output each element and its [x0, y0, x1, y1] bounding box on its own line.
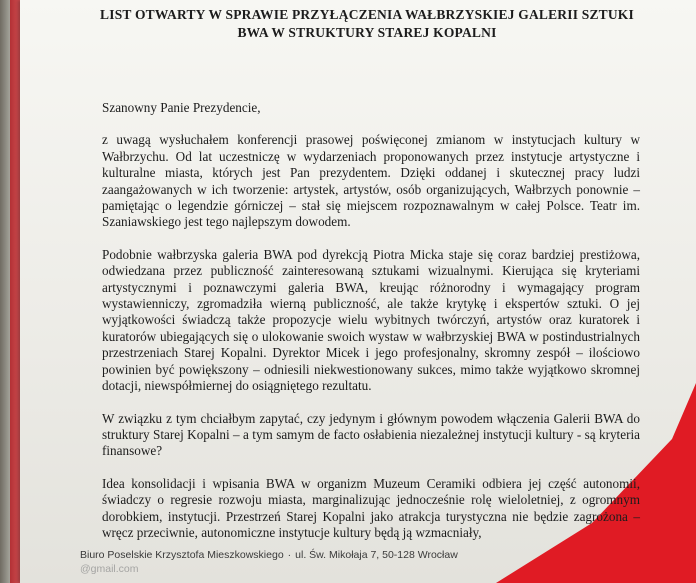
- title-line-2: BWA W STRUKTURY STAREJ KOPALNI: [237, 25, 497, 40]
- letter-footer: [80, 548, 640, 576]
- footer-separator: ·: [287, 549, 292, 561]
- letter-title: [94, 6, 640, 42]
- footer-email: @gmail.com: [80, 563, 139, 575]
- paragraph-2: Podobnie wałbrzyska galeria BWA pod dyrekcją Piotra Micka staje się coraz bardziej prestiżowa, odwiedzana przez publiczność zainteresowaną sztukami wizualnymi. Kierująca się kryteriami artystycznymi i poznawczymi galeria BWA, kreując różnorodny i wymagający program wystawienniczy, zgromadziła wierną publiczność, ale także krytykę i ekspertów sztuki. O jej wyjątkowości świadczą także propozycje wielu wybitnych twórczyń, artystów oraz kuratorek i kuratorów ubiegających się o ulokowanie swoich wystaw w wałbrzyskiej BWA w postindustrialnych przestrzeniach Starej Kopalni. Dyrektor Micek i jego profesjonalny, skromny zespół – ilościowo powinien być powiększony – odniesili niekwestionowany sukces, mimo także wyjątkowo skromnej dotacji, niewspółmiernej do osiągniętego rezultatu.: [102, 246, 640, 394]
- paragraph-4: Idea konsolidacji i wpisania BWA w organizm Muzeum Ceramiki odbiera jej część autonomii, świadczy o regresie rozwoju miasta, marginalizując jednocześnie rolę wieloletniej, z ogromnym dorobkiem, instytucji. Przestrzeń Starej Kopalni jako atrakcja turystyczna nie będzie zagrożona – wręcz przeciwnie, autonomiczne instytucje kultury będą ją wzmacniały,: [102, 475, 640, 540]
- footer-address: ul. Św. Mikołaja 7, 50-128 Wrocław: [295, 549, 458, 561]
- footer-office: Biuro Poselskie Krzysztofa Mieszkowskiego: [80, 549, 284, 561]
- salutation: Szanowny Panie Prezydencie,: [102, 100, 261, 115]
- paragraph-1: z uwagą wysłuchałem konferencji prasowej poświęconej zmianom w instytucjach kultury w Wałbrzychu. Od lat uczestniczę w wydarzeniach proponowanych przez instytucje artystyczne i kulturalne miasta, których jest Pan prezydentem. Dzięki oddanej i skutecznej pracy ludzi zaangażowanych w ich tworzenie: artystek, artystów, osób organizujących, Wałbrzych ponownie – pamiętając o legendzie górniczej – stał się miejscem rozpoznawalnym w całej Polsce. Teatr im. Szaniawskiego jest tego najlepszym dowodem.: [102, 132, 640, 230]
- letter-body: [80, 6, 640, 541]
- paragraph-3: W związku z tym chciałbym zapytać, czy jedynym i głównym powodem włączenia Galerii BWA do struktury Starej Kopalni – a tym samym de facto osłabienia niezależnej instytucji kultury - są kryteria finansowe?: [102, 410, 640, 459]
- title-line-1: LIST OTWARTY W SPRAWIE PRZYŁĄCZENIA WAŁBRZYSKIEJ GALERII SZTUKI: [100, 7, 634, 22]
